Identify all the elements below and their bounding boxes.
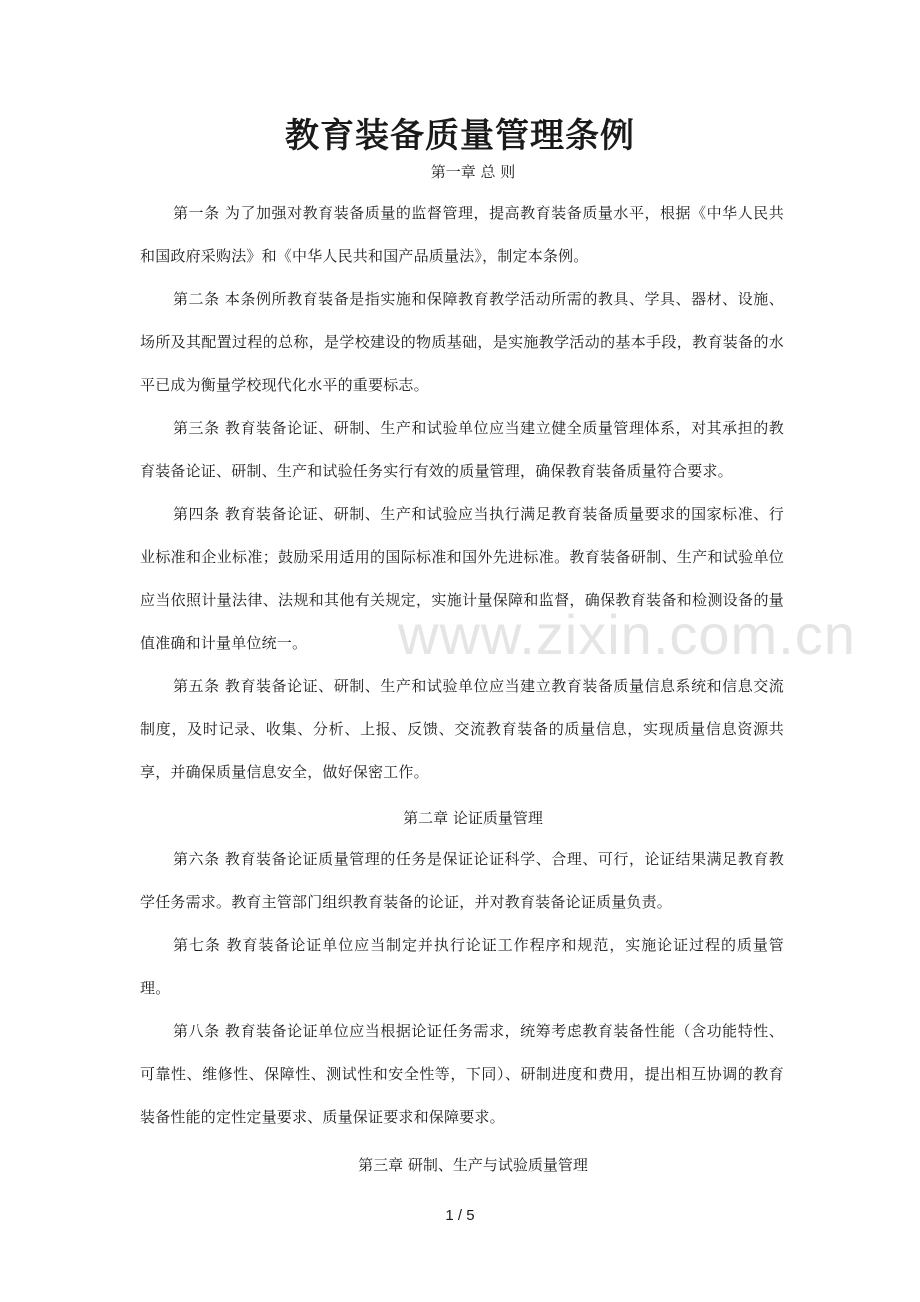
article-1: 第一条 为了加强对教育装备质量的监督管理，提高教育装备质量水平，根据《中华人民共和国政府采购法》和《中华人民共和国产品质量法》，制定本条例。 [140,204,784,265]
article-3: 第三条 教育装备论证、研制、生产和试验单位应当建立健全质量管理体系，对其承担的教育装备论证、研制、生产和试验任务实行有效的质量管理，确保教育装备质量符合要求。 [140,419,784,480]
article-2: 第二条 本条例所教育装备是指实施和保障教育教学活动所需的教具、学具、器材、设施、场所及其配置过程的总称，是学校建设的物质基础，是实施教学活动的基本手段，教育装备的水平已成为衡量学校现代化水平的重要标志。 [140,290,784,394]
article-6: 第六条 教育装备论证质量管理的任务是保证论证科学、合理、可行，论证结果满足教育教学任务需求。教育主管部门组织教育装备的论证，并对教育装备论证质量负责。 [140,850,784,911]
article-8: 第八条 教育装备论证单位应当根据论证任务需求，统筹考虑教育装备性能（含功能特性、可靠性、维修性、保障性、测试性和安全性等，下同）、研制进度和费用，提出相互协调的教育装备性能的定性定量要求、质量保证要求和保障要求。 [140,1022,784,1126]
page-number: 1 / 5 [445,1207,475,1224]
document-title: 教育装备质量管理条例 [285,116,635,156]
chapter-heading-1: 第一章 总 则 [430,163,516,181]
watermark: www.zixin.com.cn [398,603,856,666]
chapter-heading-3: 第三章 研制、生产与试验质量管理 [358,1156,588,1174]
chapter-heading-2: 第二章 论证质量管理 [403,809,543,827]
article-7: 第七条 教育装备论证单位应当制定并执行论证工作程序和规范，实施论证过程的质量管理。 [140,936,784,997]
article-5: 第五条 教育装备论证、研制、生产和试验单位应当建立教育装备质量信息系统和信息交流制度，及时记录、收集、分析、上报、反馈、交流教育装备的质量信息，实现质量信息资源共享，并确保质量信息安全，做好保密工作。 [140,677,784,781]
article-4: 第四条 教育装备论证、研制、生产和试验应当执行满足教育装备质量要求的国家标准、行业标准和企业标准；鼓励采用适用的国际标准和国外先进标准。教育装备研制、生产和试验单位应当依照计量法律、法规和其他有关规定，实施计量保障和监督，确保教育装备和检测设备的量值准确和计量单位统一。 [140,505,784,652]
